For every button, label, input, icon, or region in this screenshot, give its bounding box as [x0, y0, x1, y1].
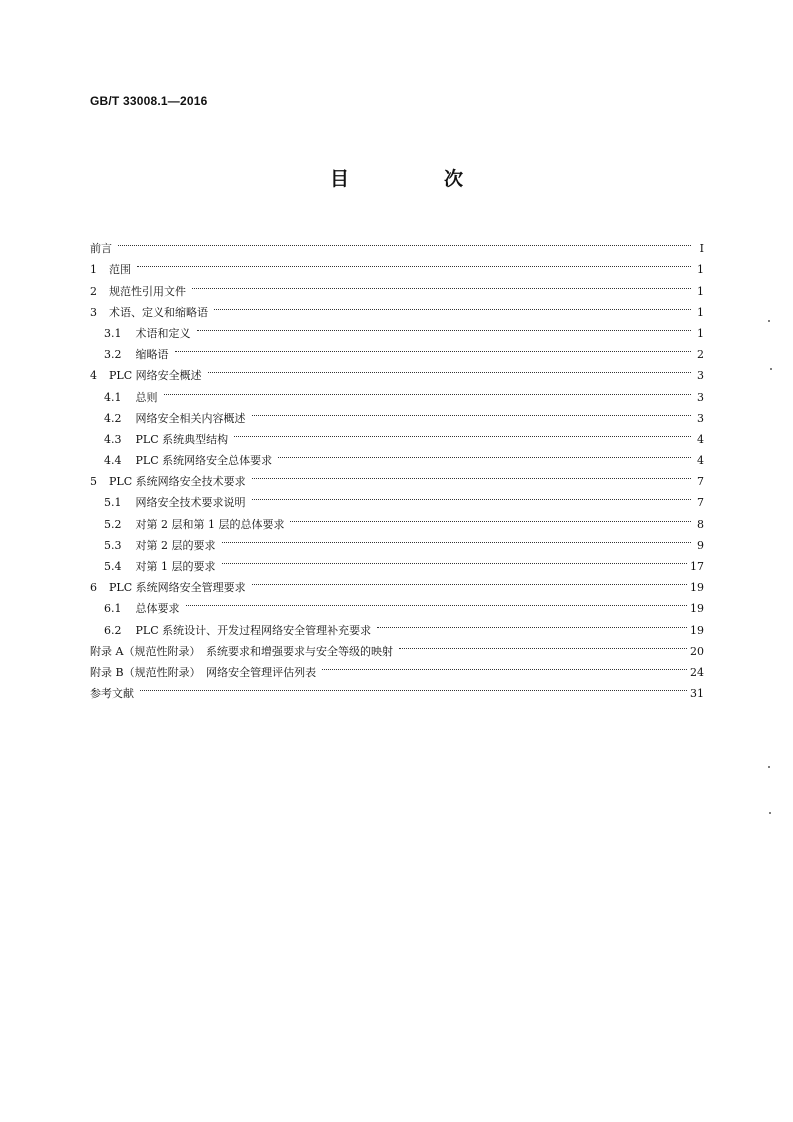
toc-entry-title: 参考文献 [90, 687, 134, 701]
toc-entry-number: 2 [90, 284, 97, 298]
toc-entry-title: PLC 网络安全概述 [109, 369, 202, 383]
toc-entry[interactable] [90, 231, 704, 256]
scan-speck [770, 368, 772, 370]
toc-entry-page: 19 [690, 602, 704, 616]
toc-entry-number: 5.1 [104, 496, 122, 510]
toc-entry-number: 6 [90, 581, 97, 595]
toc-entry-title: 规范性引用文件 [109, 284, 186, 298]
toc-entry-number: 5.4 [104, 560, 122, 573]
toc-entry[interactable] [90, 273, 704, 298]
toc-dot-leader [252, 464, 691, 485]
toc-entry-title: 总则 [135, 390, 158, 404]
toc-dot-leader [186, 591, 688, 612]
toc-entry-title: 范围 [109, 263, 131, 277]
toc-dot-leader [322, 655, 687, 676]
toc-dot-leader [234, 422, 691, 443]
toc-dot-leader [175, 337, 692, 358]
scan-speck [768, 766, 770, 768]
toc-entry-page: 4 [697, 454, 704, 468]
toc-entry-number: 4.1 [104, 390, 122, 404]
toc-entry-title: 附录 B（规范性附录） 网络安全管理评估列表 [90, 665, 317, 679]
toc-entry-number: 4.3 [104, 432, 122, 446]
toc-dot-leader [290, 506, 691, 527]
toc-dot-leader [222, 549, 688, 570]
toc-entry-title: 附录 A（规范性附录） 系统要求和增强要求与安全等级的映射 [90, 644, 393, 658]
toc-entry-number: 4.2 [104, 411, 122, 425]
toc-entry-title: 对第 2 层和第 1 层的总体要求 [135, 517, 285, 531]
toc-entry-title: 对第 1 层的要求 [135, 560, 216, 573]
toc-entry-page: 1 [697, 305, 704, 319]
toc-entry-page: 24 [690, 665, 704, 679]
toc-entry-number: 5.2 [104, 517, 122, 531]
toc-entry-page: 2 [697, 348, 704, 362]
toc-dot-leader [140, 676, 687, 697]
toc-dot-leader [214, 295, 691, 316]
toc-entry-title: 网络安全技术要求说明 [135, 496, 246, 510]
toc-entry-page: 3 [697, 390, 704, 404]
toc-entry-title: PLC 系统网络安全总体要求 [135, 454, 273, 468]
toc-entry-page: 7 [697, 475, 704, 489]
toc-entry[interactable] [90, 676, 704, 701]
scan-speck [769, 812, 771, 814]
toc-entry-title: PLC 系统设计、开发过程网络安全管理补充要求 [135, 623, 372, 637]
toc-entry-page: 1 [697, 263, 704, 277]
toc-entry-page: 7 [697, 496, 704, 510]
toc-entry-number: 5 [90, 475, 97, 489]
table-of-contents [90, 231, 704, 701]
toc-entry-page: 3 [697, 411, 704, 425]
toc-dot-leader [137, 252, 691, 273]
toc-entry-title: 术语和定义 [135, 326, 191, 340]
toc-dot-leader [252, 570, 687, 591]
toc-entry[interactable] [90, 379, 704, 404]
toc-dot-leader [192, 273, 691, 294]
toc-dot-leader [278, 443, 691, 464]
toc-entry-title: PLC 系统网络安全管理要求 [109, 581, 246, 595]
toc-entry-page: 17 [690, 560, 704, 573]
toc-dot-leader [197, 316, 692, 337]
toc-entry-page: 9 [697, 538, 704, 552]
toc-entry-number: 4.4 [104, 454, 122, 468]
toc-entry-number: 6.2 [104, 623, 122, 637]
toc-entry-page: 1 [697, 284, 704, 298]
toc-entry-number: 1 [90, 263, 97, 277]
toc-entry-page: Ⅰ [699, 242, 704, 256]
toc-entry-number: 6.1 [104, 602, 122, 616]
toc-entry-title: PLC 系统典型结构 [135, 432, 229, 446]
page-title: 目 次 [329, 168, 501, 190]
toc-entry-page: 20 [690, 644, 704, 658]
toc-entry[interactable] [90, 612, 704, 637]
toc-dot-leader [252, 485, 692, 506]
toc-entry-title: 对第 2 层的要求 [135, 538, 216, 552]
toc-entry-page: 19 [690, 623, 704, 637]
toc-dot-leader [222, 528, 692, 549]
toc-dot-leader [164, 379, 692, 400]
toc-entry-page: 31 [690, 687, 704, 701]
toc-entry[interactable] [90, 337, 704, 362]
toc-entry-title: 网络安全相关内容概述 [135, 411, 246, 425]
toc-dot-leader [208, 358, 691, 379]
toc-entry-page: 3 [697, 369, 704, 383]
toc-entry-title: PLC 系统网络安全技术要求 [109, 475, 246, 489]
toc-entry[interactable] [90, 252, 704, 277]
toc-dot-leader [377, 612, 687, 633]
toc-entry-number: 3 [90, 305, 97, 319]
toc-entry-number: 3.2 [104, 348, 122, 362]
toc-entry-number: 3.1 [104, 326, 122, 340]
toc-entry[interactable] [90, 358, 704, 383]
standard-code: GB/T 33008.1—2016 [90, 94, 208, 108]
toc-dot-leader [252, 401, 692, 422]
toc-entry-title: 缩略语 [135, 348, 169, 362]
toc-entry-number: 4 [90, 369, 97, 383]
toc-entry-number: 5.3 [104, 538, 122, 552]
toc-entry-page: 4 [697, 432, 704, 446]
toc-entry-title: 术语、定义和缩略语 [109, 305, 208, 319]
toc-dot-leader [399, 634, 687, 655]
toc-entry-page: 19 [690, 581, 704, 595]
toc-entry-title: 总体要求 [135, 602, 180, 616]
toc-entry-page: 8 [697, 517, 704, 531]
toc-entry-page: 1 [697, 326, 704, 340]
scan-speck [768, 320, 770, 322]
toc-dot-leader [118, 231, 691, 252]
toc-entry-title: 前言 [90, 242, 112, 256]
toc-entry[interactable] [90, 401, 704, 425]
